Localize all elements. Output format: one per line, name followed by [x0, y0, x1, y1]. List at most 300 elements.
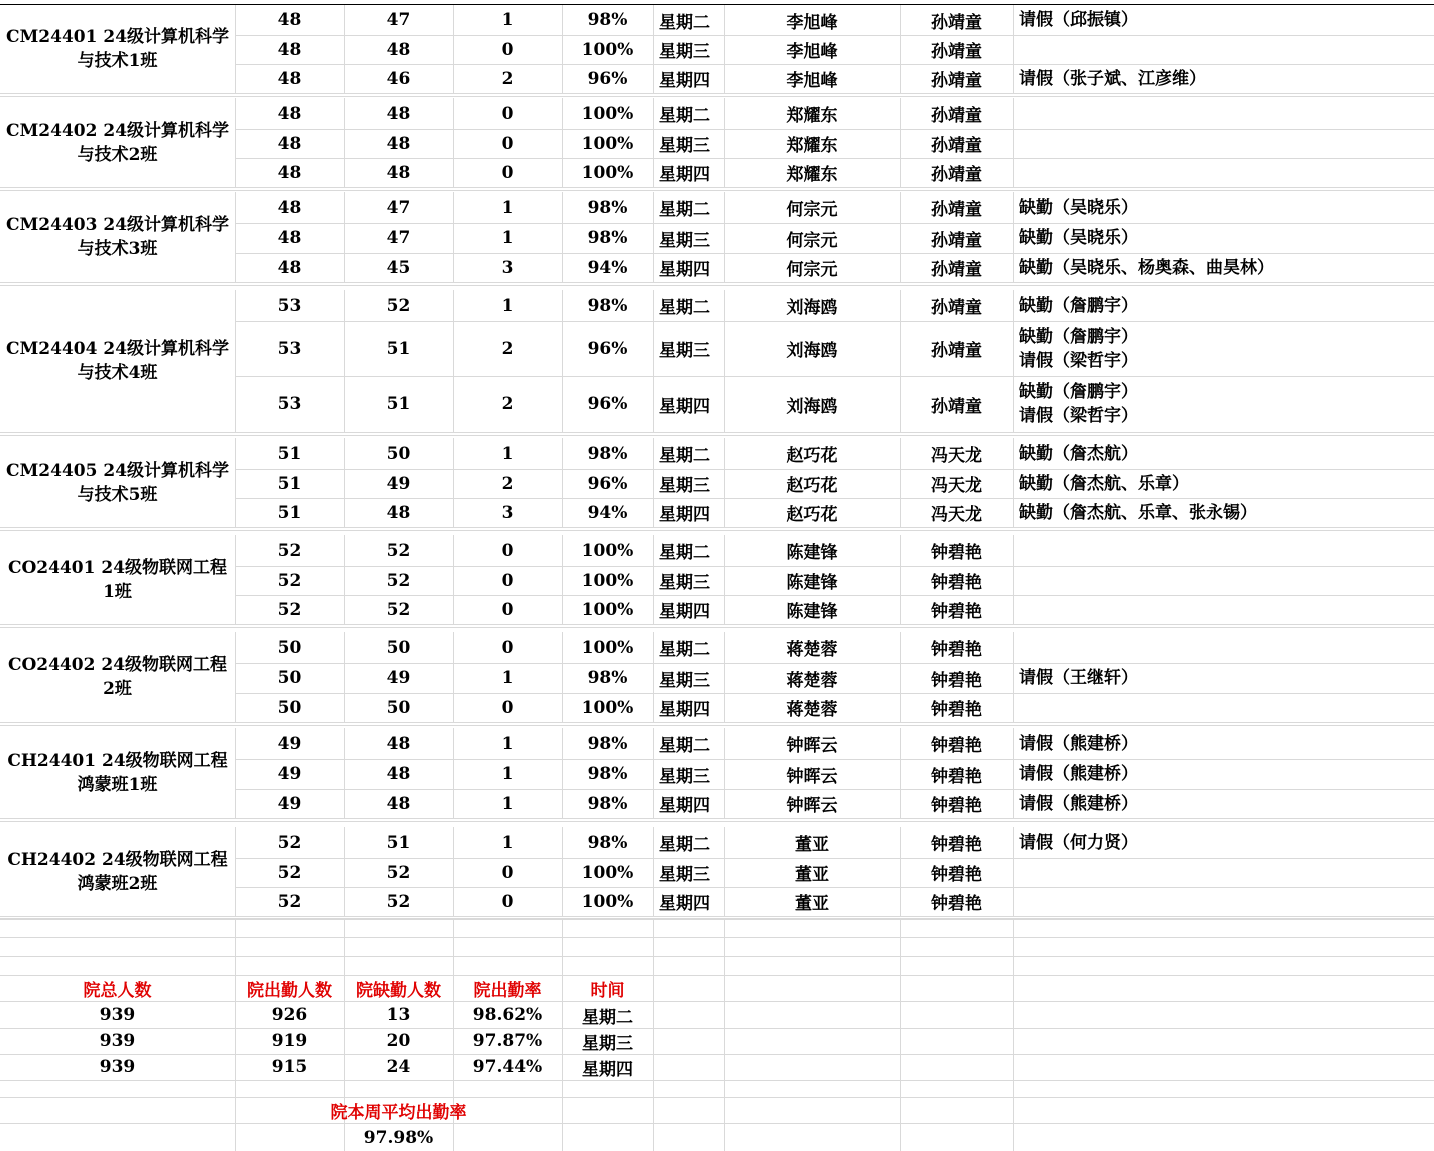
cell-rate[interactable]: 98%	[587, 668, 628, 688]
cell-counselor[interactable]: 孙靖童	[931, 298, 982, 318]
summary-cell[interactable]: 星期三	[582, 1033, 633, 1054]
cell-counselor[interactable]: 钟碧艳	[931, 766, 982, 787]
class-name-cell[interactable]	[0, 535, 235, 624]
cell-total[interactable]: 48	[277, 103, 302, 124]
cell-day[interactable]: 星期三	[659, 766, 710, 787]
cell-absent[interactable]: 2	[501, 394, 514, 414]
cell-present[interactable]: 52	[386, 295, 411, 316]
cell-present[interactable]: 51	[386, 394, 411, 414]
cell-notes[interactable]	[1013, 498, 1434, 527]
cell-absent[interactable]: 0	[501, 637, 514, 658]
cell-teacher[interactable]: 董亚	[795, 894, 829, 914]
cell-total[interactable]: 50	[277, 668, 302, 688]
cell-rate[interactable]: 98%	[587, 733, 628, 754]
cell-day[interactable]: 星期三	[659, 42, 710, 62]
column-gridline	[653, 5, 654, 93]
row-gridline	[0, 956, 1434, 957]
cell-counselor[interactable]: 冯天龙	[931, 505, 982, 525]
cell-counselor[interactable]: 孙靖童	[931, 341, 982, 361]
cell-present[interactable]: 50	[386, 443, 411, 464]
cell-present[interactable]: 52	[386, 599, 411, 620]
cell-present[interactable]: 48	[386, 764, 411, 784]
column-gridline	[1013, 918, 1014, 1151]
cell-notes[interactable]	[1013, 759, 1434, 789]
cell-present[interactable]: 52	[386, 891, 411, 912]
cell-counselor[interactable]: 孙靖童	[931, 396, 982, 417]
cell-day[interactable]: 星期三	[659, 573, 710, 593]
cell-counselor[interactable]: 孙靖童	[931, 165, 982, 185]
cell-teacher[interactable]: 何宗元	[786, 230, 838, 251]
cell-present[interactable]: 52	[386, 540, 411, 561]
cell-total[interactable]: 52	[277, 862, 302, 883]
cell-notes[interactable]	[1013, 192, 1434, 223]
class-name-part-1: 24级计算机科学	[103, 27, 230, 47]
cell-notes[interactable]	[1013, 789, 1434, 818]
cell-counselor[interactable]: 孙靖童	[931, 200, 982, 220]
cell-rate[interactable]: 100%	[581, 862, 634, 883]
cell-day[interactable]: 星期二	[659, 298, 710, 318]
cell-total[interactable]: 48	[277, 162, 302, 183]
cell-rate[interactable]: 100%	[581, 162, 634, 183]
cell-rate[interactable]: 98%	[587, 832, 628, 853]
cell-teacher[interactable]: 陈建锋	[786, 602, 838, 622]
cell-day[interactable]: 星期二	[659, 446, 710, 466]
class-name-cell[interactable]	[0, 827, 235, 916]
cell-present[interactable]: 52	[386, 862, 411, 883]
cell-notes[interactable]	[1013, 858, 1434, 887]
column-gridline	[900, 192, 901, 282]
column-gridline	[562, 290, 563, 432]
cell-present[interactable]: 46	[386, 68, 411, 89]
cell-day[interactable]: 星期三	[659, 670, 710, 691]
cell-present[interactable]: 51	[386, 338, 411, 359]
cell-teacher[interactable]: 李旭峰	[786, 71, 838, 91]
note-line: 请假（熊建桥）	[1019, 733, 1138, 754]
cell-rate[interactable]: 96%	[587, 68, 628, 89]
cell-teacher[interactable]: 刘海鸥	[786, 396, 838, 417]
cell-rate[interactable]: 100%	[581, 103, 634, 124]
cell-rate[interactable]: 100%	[581, 570, 634, 591]
class-name-cell[interactable]	[0, 438, 235, 527]
cell-day[interactable]: 星期二	[659, 106, 710, 126]
summary-cell[interactable]: 939	[99, 1031, 136, 1051]
cell-rate[interactable]: 94%	[587, 257, 628, 278]
cell-present[interactable]: 48	[386, 103, 411, 124]
cell-day[interactable]: 星期四	[659, 602, 710, 622]
cell-day[interactable]: 星期二	[659, 835, 710, 855]
summary-cell[interactable]: 97.44%	[472, 1057, 543, 1077]
cell-counselor[interactable]: 孙靖童	[931, 106, 982, 126]
cell-day[interactable]: 星期二	[659, 736, 710, 756]
class-name-part-2: 1班	[103, 581, 132, 602]
column-gridline	[453, 632, 454, 722]
column-gridline	[562, 192, 563, 282]
cell-total[interactable]: 48	[277, 257, 302, 278]
cell-counselor[interactable]: 钟碧艳	[931, 894, 982, 914]
cell-counselor[interactable]: 钟碧艳	[931, 700, 982, 720]
cell-present[interactable]: 51	[386, 832, 411, 853]
cell-teacher[interactable]: 李旭峰	[786, 12, 838, 33]
cell-rate[interactable]: 96%	[587, 394, 628, 414]
cell-counselor[interactable]: 孙靖童	[931, 230, 982, 251]
summary-cell[interactable]: 939	[99, 1005, 136, 1025]
cell-present[interactable]: 47	[386, 228, 411, 248]
column-gridline	[653, 438, 654, 527]
summary-header: 院出勤人数	[247, 981, 332, 1001]
summary-cell[interactable]: 97.87%	[472, 1031, 543, 1051]
note-line: 请假（熊建桥）	[1019, 793, 1138, 814]
cell-day[interactable]: 星期四	[659, 796, 710, 816]
summary-cell[interactable]: 24	[386, 1057, 411, 1077]
cell-absent[interactable]: 3	[501, 502, 514, 523]
cell-teacher[interactable]: 赵巧花	[786, 476, 838, 496]
cell-rate[interactable]: 100%	[581, 540, 634, 561]
summary-cell[interactable]: 星期二	[582, 1007, 633, 1028]
cell-counselor[interactable]: 孙靖童	[931, 42, 982, 62]
cell-teacher[interactable]: 刘海鸥	[786, 341, 838, 361]
column-gridline	[1013, 438, 1014, 527]
row-gridline	[0, 285, 1434, 286]
cell-absent[interactable]: 1	[501, 10, 514, 30]
cell-day[interactable]: 星期二	[659, 200, 710, 220]
class-name-cell[interactable]	[0, 192, 235, 282]
cell-notes[interactable]	[1013, 5, 1434, 35]
class-name-part-2: 与技术2班	[77, 144, 158, 165]
cell-day[interactable]: 星期四	[659, 396, 710, 417]
weekly-average-label: 院本周平均出勤率	[330, 1103, 467, 1123]
cell-absent[interactable]: 2	[501, 338, 514, 359]
column-gridline	[900, 632, 901, 722]
cell-notes[interactable]	[1013, 566, 1434, 595]
cell-day[interactable]: 星期三	[659, 865, 710, 885]
column-gridline	[724, 192, 725, 282]
cell-teacher[interactable]: 董亚	[795, 865, 829, 885]
column-gridline	[562, 5, 563, 93]
cell-present[interactable]: 50	[386, 637, 411, 658]
cell-counselor[interactable]: 孙靖童	[931, 12, 982, 33]
cell-rate[interactable]: 98%	[587, 197, 628, 218]
class-name-part-2: 2班	[103, 679, 132, 699]
cell-teacher[interactable]: 陈建锋	[786, 543, 838, 563]
cell-absent[interactable]: 0	[501, 697, 514, 718]
cell-rate[interactable]: 98%	[587, 793, 628, 814]
cell-absent[interactable]: 1	[501, 733, 514, 754]
cell-notes[interactable]	[1013, 129, 1434, 158]
cell-rate[interactable]: 100%	[581, 637, 634, 658]
column-gridline	[344, 438, 345, 527]
summary-cell[interactable]: 926	[271, 1005, 308, 1025]
cell-rate[interactable]: 100%	[581, 39, 634, 60]
cell-day[interactable]: 星期二	[659, 543, 710, 563]
cell-absent[interactable]: 0	[501, 133, 514, 154]
cell-teacher[interactable]: 陈建锋	[786, 573, 838, 593]
cell-rate[interactable]: 100%	[581, 599, 634, 620]
cell-day[interactable]: 星期二	[659, 640, 710, 660]
cell-teacher[interactable]: 李旭峰	[786, 42, 838, 62]
summary-cell[interactable]: 星期四	[582, 1059, 633, 1080]
cell-total[interactable]: 48	[277, 10, 302, 30]
summary-cell[interactable]: 98.62%	[472, 1005, 543, 1025]
class-name-cell[interactable]	[0, 728, 235, 818]
cell-present[interactable]: 48	[386, 502, 411, 523]
note-line: 缺勤（吴晓乐）	[1019, 197, 1138, 218]
cell-teacher[interactable]: 钟晖云	[786, 736, 838, 756]
cell-present[interactable]: 48	[386, 162, 411, 183]
cell-notes[interactable]	[1013, 35, 1434, 64]
cell-notes[interactable]	[1013, 321, 1434, 376]
cell-rate[interactable]: 98%	[587, 295, 628, 316]
cell-total[interactable]: 53	[277, 394, 302, 414]
class-name-part-2: 与技术3班	[77, 239, 158, 259]
cell-total[interactable]: 49	[277, 764, 302, 784]
cell-notes[interactable]	[1013, 887, 1434, 916]
cell-total[interactable]: 48	[277, 133, 302, 154]
cell-absent[interactable]: 1	[501, 832, 514, 853]
cell-rate[interactable]: 100%	[581, 697, 634, 718]
cell-absent[interactable]: 0	[501, 891, 514, 912]
cell-total[interactable]: 52	[277, 599, 302, 620]
cell-teacher[interactable]: 蒋楚蓉	[786, 670, 838, 691]
cell-total[interactable]: 51	[277, 502, 302, 523]
cell-rate[interactable]: 98%	[587, 228, 628, 248]
cell-notes[interactable]	[1013, 632, 1434, 663]
summary-cell[interactable]: 939	[99, 1057, 136, 1077]
cell-notes[interactable]	[1013, 827, 1434, 858]
cell-present[interactable]: 52	[386, 570, 411, 591]
class-code: CM24403	[5, 215, 98, 235]
cell-total[interactable]: 52	[277, 891, 302, 912]
cell-rate[interactable]: 100%	[581, 891, 634, 912]
cell-total[interactable]: 52	[277, 832, 302, 853]
cell-day[interactable]: 星期四	[659, 260, 710, 280]
cell-teacher[interactable]: 刘海鸥	[786, 298, 838, 318]
summary-cell[interactable]: 20	[386, 1031, 411, 1051]
column-gridline	[900, 290, 901, 432]
class-name-line-1	[8, 653, 227, 677]
column-gridline	[562, 535, 563, 624]
cell-present[interactable]: 48	[386, 733, 411, 754]
cell-day[interactable]: 星期四	[659, 505, 710, 525]
weekly-average-value[interactable]: 97.98%	[363, 1127, 434, 1148]
cell-day[interactable]: 星期二	[659, 12, 710, 33]
row-gridline	[0, 1080, 1434, 1081]
class-name-line-1	[6, 119, 229, 143]
cell-total[interactable]: 51	[277, 473, 302, 494]
cell-total[interactable]: 50	[277, 637, 302, 658]
cell-notes[interactable]	[1013, 158, 1434, 187]
cell-teacher[interactable]: 赵巧花	[786, 505, 838, 525]
cell-counselor[interactable]: 孙靖童	[931, 71, 982, 91]
column-gridline	[344, 192, 345, 282]
class-name-part-1: 24级物联网工程	[102, 751, 228, 771]
cell-counselor[interactable]: 钟碧艳	[931, 865, 982, 885]
cell-counselor[interactable]: 孙靖童	[931, 260, 982, 280]
cell-absent[interactable]: 1	[501, 793, 514, 814]
cell-total[interactable]: 48	[277, 39, 302, 60]
class-name-cell[interactable]	[0, 632, 235, 722]
cell-total[interactable]: 52	[277, 540, 302, 561]
cell-rate[interactable]: 94%	[587, 502, 628, 523]
cell-counselor[interactable]: 钟碧艳	[931, 835, 982, 855]
cell-teacher[interactable]: 赵巧花	[786, 446, 838, 466]
cell-total[interactable]: 52	[277, 570, 302, 591]
cell-notes[interactable]	[1013, 253, 1434, 282]
cell-rate[interactable]: 96%	[587, 473, 628, 494]
note-line: 请假（王继轩）	[1019, 668, 1138, 688]
cell-absent[interactable]: 1	[501, 228, 514, 248]
cell-absent[interactable]: 0	[501, 570, 514, 591]
cell-teacher[interactable]: 钟晖云	[786, 766, 838, 787]
class-name-cell[interactable]	[0, 98, 235, 187]
class-code: CO24401	[7, 557, 96, 578]
cell-day[interactable]: 星期四	[659, 894, 710, 914]
cell-notes[interactable]	[1013, 290, 1434, 321]
cell-day[interactable]: 星期三	[659, 476, 710, 496]
cell-counselor[interactable]: 钟碧艳	[931, 796, 982, 816]
row-gridline	[0, 916, 1434, 917]
summary-cell[interactable]: 13	[386, 1005, 411, 1025]
cell-absent[interactable]: 2	[501, 473, 514, 494]
cell-notes[interactable]	[1013, 663, 1434, 693]
cell-teacher[interactable]: 董亚	[795, 835, 829, 855]
cell-absent[interactable]: 0	[501, 39, 514, 60]
cell-absent[interactable]: 0	[501, 862, 514, 883]
cell-total[interactable]: 48	[277, 197, 302, 218]
class-code: CH24401	[7, 751, 97, 771]
cell-total[interactable]: 50	[277, 697, 302, 718]
cell-absent[interactable]: 0	[501, 540, 514, 561]
cell-notes[interactable]	[1013, 376, 1434, 432]
cell-absent[interactable]: 0	[501, 599, 514, 620]
cell-day[interactable]: 星期三	[659, 230, 710, 251]
column-gridline	[900, 728, 901, 818]
cell-teacher[interactable]: 何宗元	[786, 200, 838, 220]
cell-absent[interactable]: 1	[501, 668, 514, 688]
note-line: 请假（何力贤）	[1019, 832, 1138, 853]
cell-total[interactable]: 53	[277, 338, 302, 359]
column-gridline	[235, 632, 236, 722]
cell-present[interactable]: 48	[386, 793, 411, 814]
class-name-part-2: 与技术1班	[77, 51, 158, 71]
cell-absent[interactable]: 1	[501, 295, 514, 316]
cell-notes[interactable]	[1013, 469, 1434, 498]
summary-cell[interactable]: 919	[271, 1031, 308, 1051]
cell-counselor[interactable]: 冯天龙	[931, 446, 982, 466]
cell-notes[interactable]	[1013, 438, 1434, 469]
cell-notes[interactable]	[1013, 98, 1434, 129]
cell-teacher[interactable]: 蒋楚蓉	[786, 640, 838, 660]
cell-rate[interactable]: 98%	[587, 10, 628, 30]
cell-present[interactable]: 49	[386, 473, 411, 494]
column-gridline	[453, 728, 454, 818]
note-line: 缺勤（詹杰航、乐章、张永锡）	[1019, 502, 1257, 523]
row-gridline	[0, 282, 1434, 283]
cell-notes[interactable]	[1013, 535, 1434, 566]
cell-absent[interactable]: 1	[501, 764, 514, 784]
cell-total[interactable]: 49	[277, 733, 302, 754]
note-line: 缺勤（詹鹏宇）	[1019, 326, 1138, 347]
column-gridline	[453, 192, 454, 282]
cell-notes[interactable]	[1013, 64, 1434, 93]
cell-teacher[interactable]: 郑耀东	[786, 136, 838, 156]
class-name-line-1	[6, 25, 229, 49]
cell-total[interactable]: 51	[277, 443, 302, 464]
cell-present[interactable]: 48	[386, 133, 411, 154]
cell-counselor[interactable]: 钟碧艳	[931, 670, 982, 691]
cell-counselor[interactable]: 钟碧艳	[931, 602, 982, 622]
column-gridline	[653, 728, 654, 818]
cell-present[interactable]: 47	[386, 10, 411, 30]
column-gridline	[453, 827, 454, 916]
cell-total[interactable]: 48	[277, 68, 302, 89]
cell-teacher[interactable]: 钟晖云	[786, 796, 838, 816]
class-code: CM24401	[5, 27, 98, 47]
cell-rate[interactable]: 98%	[587, 443, 628, 464]
cell-present[interactable]: 49	[386, 668, 411, 688]
class-name-cell[interactable]	[0, 5, 235, 93]
column-gridline	[1013, 827, 1014, 916]
cell-day[interactable]: 星期四	[659, 71, 710, 91]
cell-notes[interactable]	[1013, 693, 1434, 722]
cell-notes[interactable]	[1013, 728, 1434, 759]
cell-present[interactable]: 45	[386, 257, 411, 278]
cell-day[interactable]: 星期三	[659, 341, 710, 361]
row-gridline	[0, 821, 1434, 822]
column-gridline	[1013, 728, 1014, 818]
cell-teacher[interactable]: 蒋楚蓉	[786, 700, 838, 720]
cell-notes[interactable]	[1013, 595, 1434, 624]
cell-counselor[interactable]: 钟碧艳	[931, 573, 982, 593]
cell-teacher[interactable]: 郑耀东	[786, 106, 838, 126]
column-gridline	[562, 827, 563, 916]
class-name-cell[interactable]	[0, 290, 235, 432]
class-name-line-1	[6, 337, 229, 361]
cell-rate[interactable]: 96%	[587, 338, 628, 359]
cell-counselor[interactable]: 冯天龙	[931, 476, 982, 496]
cell-rate[interactable]: 98%	[587, 764, 628, 784]
cell-notes[interactable]	[1013, 223, 1434, 253]
cell-total[interactable]: 48	[277, 228, 302, 248]
cell-teacher[interactable]: 何宗元	[786, 260, 838, 280]
cell-day[interactable]: 星期四	[659, 700, 710, 720]
cell-absent[interactable]: 1	[501, 443, 514, 464]
cell-teacher[interactable]: 郑耀东	[786, 165, 838, 185]
cell-absent[interactable]: 0	[501, 162, 514, 183]
cell-counselor[interactable]: 钟碧艳	[931, 640, 982, 660]
cell-counselor[interactable]: 钟碧艳	[931, 736, 982, 756]
cell-present[interactable]: 48	[386, 39, 411, 60]
cell-absent[interactable]: 2	[501, 68, 514, 89]
cell-total[interactable]: 49	[277, 793, 302, 814]
class-name-line-1	[7, 749, 227, 773]
cell-day[interactable]: 星期三	[659, 136, 710, 156]
cell-total[interactable]: 53	[277, 295, 302, 316]
column-gridline	[235, 535, 236, 624]
row-gridline	[0, 96, 1434, 97]
cell-rate[interactable]: 100%	[581, 133, 634, 154]
cell-counselor[interactable]: 孙靖童	[931, 136, 982, 156]
cell-counselor[interactable]: 钟碧艳	[931, 543, 982, 563]
summary-header: 时间	[590, 981, 625, 1001]
cell-absent[interactable]: 0	[501, 103, 514, 124]
cell-absent[interactable]: 1	[501, 197, 514, 218]
cell-day[interactable]: 星期四	[659, 165, 710, 185]
cell-present[interactable]: 47	[386, 197, 411, 218]
summary-cell[interactable]: 915	[271, 1057, 308, 1077]
cell-absent[interactable]: 3	[501, 257, 514, 278]
column-gridline	[1013, 535, 1014, 624]
cell-present[interactable]: 50	[386, 697, 411, 718]
